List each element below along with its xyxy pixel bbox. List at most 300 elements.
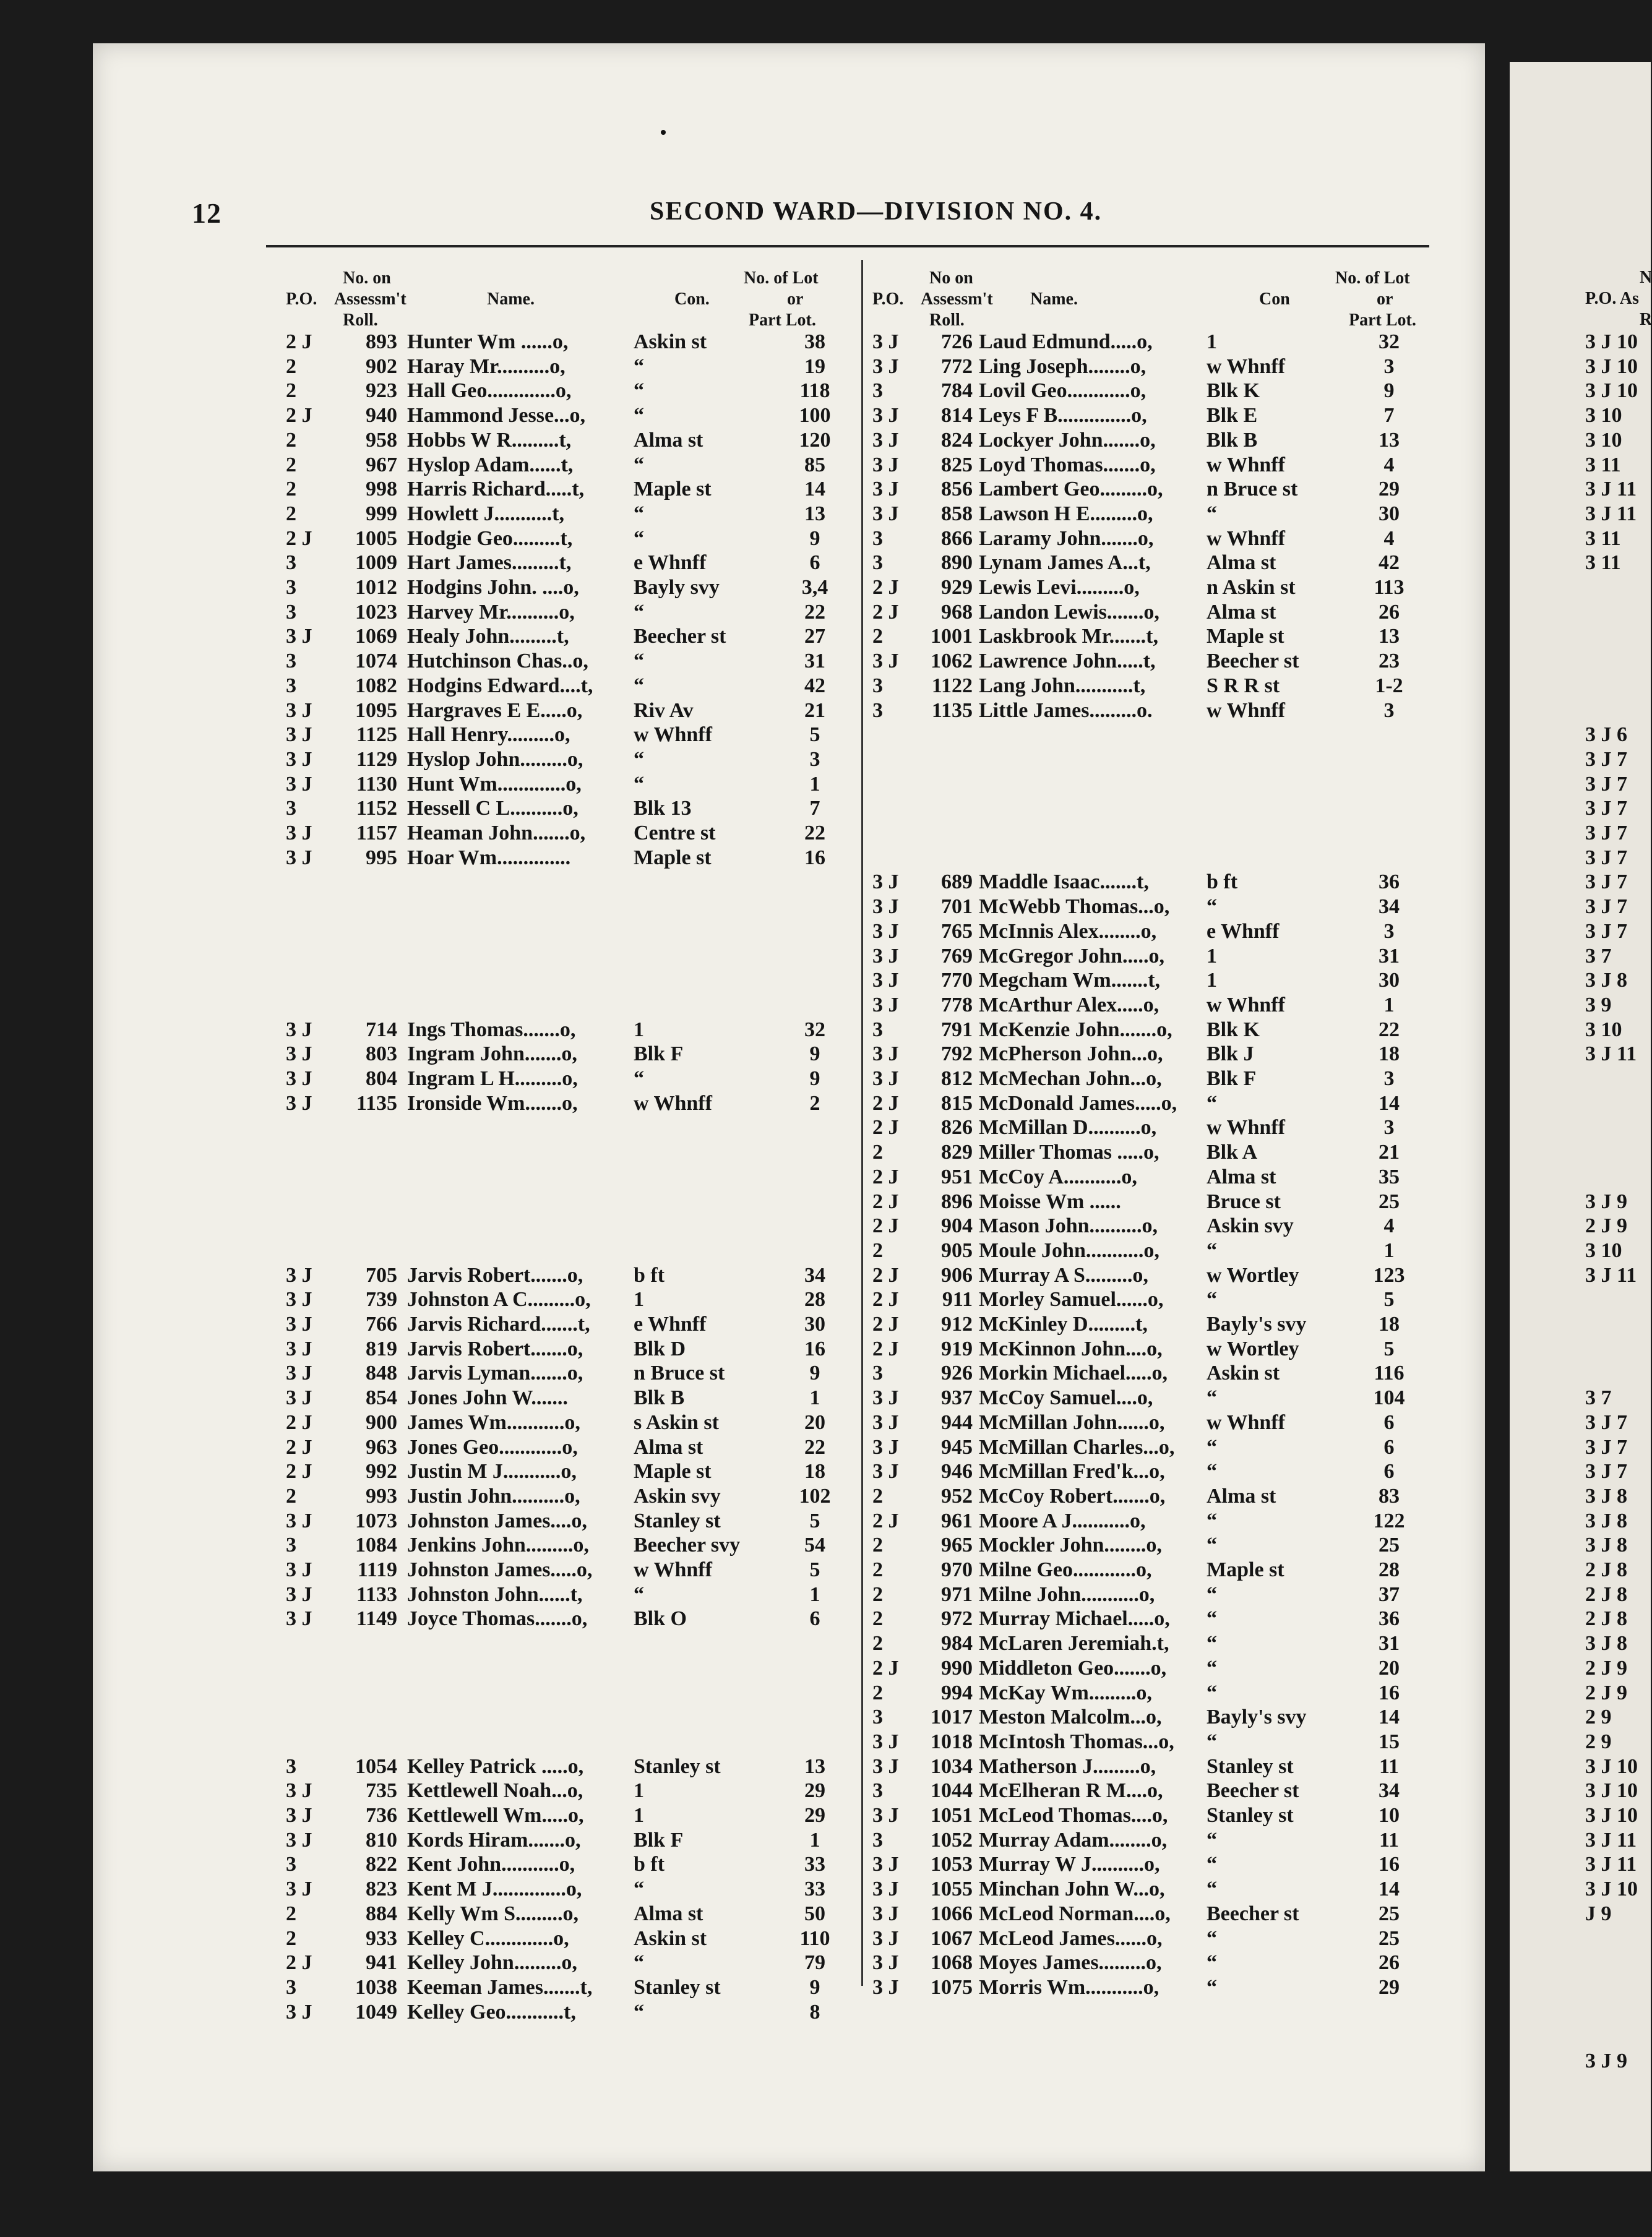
- directory-entry: [872, 354, 1435, 379]
- directory-entry: [872, 1361, 1435, 1386]
- entry-roll: 1122: [931, 674, 973, 697]
- entry-roll: 1068: [931, 1951, 973, 1975]
- entry-po: 3 J: [286, 1509, 312, 1532]
- next-page-entry: 3 11: [1585, 453, 1621, 476]
- entry-po: 2: [286, 428, 296, 452]
- entry-con: “: [1207, 1288, 1217, 1312]
- entry-roll: 812: [941, 1067, 973, 1090]
- entry-roll: 791: [941, 1018, 973, 1041]
- next-page-entry: 3 J 11: [1585, 478, 1637, 501]
- entry-lot: 120: [799, 428, 831, 452]
- directory-entry: [286, 1803, 855, 1828]
- directory-entry: [872, 1091, 1435, 1116]
- entry-con: Askin svy: [1207, 1214, 1294, 1238]
- entry-roll: 810: [366, 1828, 397, 1852]
- entry-lot: 5: [1383, 1288, 1395, 1312]
- entry-po: 3 J: [286, 1042, 312, 1066]
- entry-roll: 963: [366, 1435, 397, 1459]
- entry-lot: 6: [1383, 1410, 1395, 1434]
- entry-lot: 9: [809, 1362, 820, 1385]
- entry-lot: 30: [1379, 969, 1400, 992]
- entry-roll: 1075: [931, 1975, 973, 1999]
- entry-roll: 926: [941, 1362, 973, 1385]
- directory-entry: [286, 1852, 855, 1877]
- entry-con: Maple st: [634, 1460, 712, 1483]
- directory-entry: [872, 698, 1435, 723]
- entry-lot: 42: [1379, 551, 1400, 575]
- entry-roll: 1135: [931, 698, 973, 722]
- entry-lot: 85: [804, 453, 825, 476]
- page-title: SECOND WARD—DIVISION NO. 4.: [650, 197, 1103, 226]
- entry-name: Hodgins Edward....t,: [407, 674, 593, 697]
- entry-name: McIntosh Thomas...o,: [979, 1730, 1174, 1753]
- entry-name: McKinnon John....o,: [979, 1337, 1163, 1360]
- entry-po: 3 J: [286, 1828, 312, 1852]
- entry-roll: 1084: [355, 1534, 397, 1557]
- entry-lot: 9: [809, 526, 820, 550]
- entry-po: 3 J: [872, 1386, 899, 1410]
- entry-po: 2 J: [872, 600, 899, 624]
- entry-lot: 1: [809, 1828, 820, 1852]
- entry-name: Morkin Michael.....o,: [979, 1362, 1168, 1385]
- directory-entry: [872, 968, 1435, 993]
- entry-po: 3 J: [286, 1362, 312, 1385]
- entry-po: 2: [286, 1902, 296, 1925]
- entry-po: 2: [872, 1239, 883, 1262]
- entry-roll: 739: [366, 1288, 397, 1312]
- entry-roll: 998: [366, 478, 397, 501]
- directory-entry: [286, 1975, 855, 2000]
- entry-con: Beecher st: [1207, 1902, 1299, 1925]
- entry-name: Johnston James....o,: [407, 1509, 587, 1532]
- entry-roll: 952: [941, 1484, 973, 1508]
- entry-name: McKay Wm.........o,: [979, 1681, 1152, 1704]
- entry-name: McMillan Fred'k...o,: [979, 1460, 1165, 1483]
- header-con: Con: [1259, 290, 1290, 309]
- entry-lot: 31: [804, 650, 825, 673]
- header-lot: No. of Lot: [744, 268, 819, 288]
- entry-name: McArthur Alex.....o,: [979, 993, 1159, 1016]
- directory-entry: [872, 1779, 1435, 1803]
- next-page-entry: 3 9: [1585, 993, 1612, 1016]
- directory-entry: [286, 477, 855, 502]
- next-page-entry: 3 J 11: [1585, 1263, 1637, 1287]
- entry-roll: 784: [941, 379, 973, 403]
- entry-roll: 992: [366, 1460, 397, 1483]
- entry-name: Ling Joseph........o,: [979, 354, 1147, 378]
- entry-lot: 25: [1379, 1534, 1400, 1557]
- entry-con: b ft: [1207, 870, 1238, 894]
- entry-po: 2 J: [286, 1460, 312, 1483]
- entry-name: Healy John.........t,: [407, 625, 569, 648]
- entry-roll: 1133: [356, 1582, 397, 1606]
- entry-con: 1: [634, 1288, 644, 1312]
- entry-po: 2: [872, 1484, 883, 1508]
- directory-entry: [286, 649, 855, 674]
- entry-lot: 28: [804, 1288, 825, 1312]
- entry-lot: 42: [804, 674, 825, 697]
- entry-po: 3: [872, 551, 883, 575]
- entry-con: w Whnff: [1207, 993, 1285, 1016]
- directory-entry: [872, 453, 1435, 478]
- entry-po: 3 J: [872, 969, 899, 992]
- next-page-entry: 3 J 7: [1585, 846, 1627, 869]
- entry-name: McMillan D..........o,: [979, 1116, 1157, 1140]
- header-assessmt: Assessm't: [334, 290, 407, 309]
- entry-lot: 13: [804, 1754, 825, 1778]
- entry-name: Jones John W.......: [407, 1386, 568, 1410]
- entry-po: 2: [286, 354, 296, 378]
- directory-entry: [872, 1902, 1435, 1926]
- entry-con: Blk B: [634, 1386, 685, 1410]
- entry-name: Little James.........o.: [979, 698, 1153, 722]
- entry-name: Kelley C.............o,: [407, 1926, 569, 1950]
- directory-entry: [872, 1754, 1435, 1779]
- entry-name: Hoar Wm..............: [407, 846, 571, 869]
- directory-entry: [286, 674, 855, 698]
- entry-name: Justin M J...........o,: [407, 1460, 577, 1483]
- entry-roll: 961: [941, 1509, 973, 1532]
- entry-po: 3 J: [872, 993, 899, 1016]
- entry-po: 3 J: [872, 1730, 899, 1753]
- entry-lot: 123: [1373, 1263, 1405, 1287]
- next-page-entry: 3 J 10: [1585, 1804, 1638, 1827]
- entry-po: 3 J: [286, 1337, 312, 1360]
- entry-po: 3 J: [286, 1804, 312, 1827]
- entry-name: Hobbs W R.........t,: [407, 428, 572, 452]
- entry-lot: 25: [1379, 1926, 1400, 1950]
- entry-con: 1: [634, 1779, 644, 1803]
- directory-entry: [872, 1730, 1435, 1754]
- entry-name: Kelly Wm S.........o,: [407, 1902, 579, 1925]
- entry-roll: 792: [941, 1042, 973, 1066]
- entry-roll: 919: [941, 1337, 973, 1360]
- entry-con: 1: [634, 1804, 644, 1827]
- next-page-entry: 3 J 10: [1585, 379, 1638, 403]
- entry-po: 3: [286, 650, 296, 673]
- header-assessmt: Assessm't: [921, 290, 993, 309]
- directory-entry: [286, 354, 855, 379]
- directory-entry: [872, 600, 1435, 625]
- entry-name: Jarvis Richard.......t,: [407, 1313, 590, 1336]
- directory-entry: [872, 1975, 1435, 2000]
- entry-roll: 1135: [356, 1091, 397, 1115]
- entry-roll: 972: [941, 1607, 973, 1631]
- entry-po: 2 J: [872, 576, 899, 599]
- entry-name: Landon Lewis.......o,: [979, 600, 1159, 624]
- entry-con: Askin st: [634, 330, 707, 353]
- entry-po: 3 J: [872, 1951, 899, 1975]
- right-column-header: [872, 263, 1435, 328]
- entry-roll: 814: [941, 404, 973, 427]
- next-page-entry: 3 J 7: [1585, 772, 1627, 796]
- entry-con: Blk B: [1207, 428, 1258, 452]
- entry-con: Beecher svy: [634, 1534, 741, 1557]
- entry-lot: 7: [809, 797, 820, 820]
- directory-entry: [872, 1386, 1435, 1410]
- entry-lot: 8: [809, 2000, 820, 2024]
- next-page-entry: 3 J 10: [1585, 354, 1638, 378]
- entry-con: Blk D: [634, 1337, 686, 1360]
- entry-lot: 9: [1383, 379, 1395, 403]
- entry-po: 3 J: [872, 1853, 899, 1876]
- directory-entry: [286, 428, 855, 453]
- entry-roll: 823: [366, 1878, 397, 1901]
- next-page-entry: 3 J 8: [1585, 969, 1627, 992]
- entry-name: Miller Thomas .....o,: [979, 1141, 1159, 1164]
- entry-con: “: [634, 1067, 644, 1090]
- entry-name: Murray W J..........o,: [979, 1853, 1160, 1876]
- entry-con: “: [634, 747, 644, 771]
- entry-roll: 968: [941, 600, 973, 624]
- entry-lot: 3: [1383, 354, 1395, 378]
- entry-po: 3 J: [286, 723, 312, 747]
- entry-po: 3 J: [286, 2000, 312, 2024]
- entry-roll: 958: [366, 428, 397, 452]
- entry-po: 3 J: [872, 650, 899, 673]
- entry-con: Alma st: [1207, 551, 1276, 575]
- directory-entry: [872, 1410, 1435, 1435]
- entry-con: “: [634, 772, 644, 796]
- entry-roll: 1054: [355, 1754, 397, 1778]
- entry-con: Stanley st: [1207, 1804, 1294, 1827]
- entry-name: McCoy A...........o,: [979, 1165, 1137, 1188]
- entry-name: Joyce Thomas.......o,: [407, 1607, 588, 1631]
- entry-roll: 1052: [931, 1828, 973, 1852]
- entry-con: “: [1207, 1534, 1217, 1557]
- entry-lot: 27: [804, 625, 825, 648]
- entry-con: Maple st: [634, 846, 712, 869]
- entry-name: Leys F B..............o,: [979, 404, 1147, 427]
- directory-entry: [872, 1607, 1435, 1631]
- entry-con: “: [1207, 1386, 1217, 1410]
- entry-con: Askin svy: [634, 1484, 721, 1508]
- entry-con: Blk F: [634, 1828, 684, 1852]
- directory-entry: [872, 1067, 1435, 1091]
- entry-con: Askin st: [1207, 1362, 1280, 1385]
- entry-name: Minchan John W...o,: [979, 1878, 1165, 1901]
- directory-entry: [286, 1287, 855, 1312]
- entry-lot: 6: [1383, 1460, 1395, 1483]
- entry-con: Askin st: [634, 1926, 707, 1950]
- entry-con: w Whnff: [634, 1091, 712, 1115]
- entry-po: 3 J: [872, 502, 899, 525]
- entry-roll: 765: [941, 919, 973, 943]
- directory-entry: [286, 575, 855, 600]
- entry-lot: 116: [1374, 1362, 1405, 1385]
- entry-roll: 736: [366, 1804, 397, 1827]
- entry-name: Hodgie Geo.........t,: [407, 526, 573, 550]
- entry-roll: 866: [941, 526, 973, 550]
- entry-name: McLaren Jeremiah.t,: [979, 1632, 1169, 1655]
- entry-name: Kelley John.........o,: [407, 1951, 577, 1975]
- directory-entry: [286, 1558, 855, 1582]
- entry-con: “: [1207, 1730, 1217, 1753]
- entry-roll: 689: [941, 870, 973, 894]
- header-roll: Roll.: [929, 311, 965, 330]
- next-page-entry: 3 J 8: [1585, 1632, 1627, 1655]
- entry-name: Hyslop John.........o,: [407, 747, 583, 771]
- directory-entry: [872, 1239, 1435, 1263]
- entry-lot: 19: [804, 354, 825, 378]
- entry-con: “: [1207, 1878, 1217, 1901]
- entry-con: Bayly svy: [634, 576, 720, 599]
- entry-name: Murray Michael.....o,: [979, 1607, 1170, 1631]
- entry-po: 3: [286, 576, 296, 599]
- entry-con: Stanley st: [634, 1975, 721, 1999]
- entry-po: 3 J: [286, 1607, 312, 1631]
- entry-con: “: [634, 502, 644, 525]
- directory-entry: [872, 919, 1435, 944]
- entry-po: 3: [286, 600, 296, 624]
- entry-name: Lynam James A...t,: [979, 551, 1151, 575]
- entry-roll: 701: [941, 895, 973, 919]
- entry-roll: 1053: [931, 1853, 973, 1876]
- next-page-entry: 2 J 8: [1585, 1607, 1627, 1631]
- entry-lot: 22: [1379, 1018, 1400, 1041]
- entry-roll: 965: [941, 1534, 973, 1557]
- entry-po: 2 J: [872, 1288, 899, 1312]
- directory-entry: [286, 1018, 855, 1042]
- entry-roll: 945: [941, 1435, 973, 1459]
- directory-entry: [872, 1263, 1435, 1288]
- entry-con: Blk F: [634, 1042, 684, 1066]
- entry-roll: 1069: [355, 625, 397, 648]
- directory-entry: [872, 1484, 1435, 1509]
- entry-po: 3 J: [286, 1582, 312, 1606]
- entry-roll: 902: [366, 354, 397, 378]
- entry-roll: 803: [366, 1042, 397, 1066]
- header-con: Con.: [674, 290, 710, 309]
- directory-entry: [286, 403, 855, 428]
- entry-con: 1: [1207, 969, 1217, 992]
- entry-name: Johnston James.....o,: [407, 1558, 593, 1581]
- directory-entry: [872, 1165, 1435, 1190]
- next-page-entry: 3 J 11: [1585, 502, 1637, 525]
- entry-po: 2: [872, 625, 883, 648]
- entry-lot: 9: [809, 1067, 820, 1090]
- entry-roll: 1017: [931, 1706, 973, 1729]
- directory-entry: [872, 1558, 1435, 1582]
- next-page-entry: 3 J 9: [1585, 1190, 1627, 1213]
- entry-po: 2 J: [286, 1435, 312, 1459]
- entry-roll: 1038: [355, 1975, 397, 1999]
- right-column: [872, 263, 1435, 1999]
- directory-entry: [286, 1754, 855, 1779]
- entry-lot: 6: [809, 1607, 820, 1631]
- directory-entry: [286, 1509, 855, 1534]
- entry-name: Morris Wm...........o,: [979, 1975, 1159, 1999]
- entry-po: 3 J: [286, 1779, 312, 1803]
- entry-con: “: [634, 650, 644, 673]
- left-column: [286, 263, 855, 2024]
- entry-po: 3: [286, 797, 296, 820]
- entry-con: Alma st: [1207, 600, 1276, 624]
- entry-name: McElheran R M....o,: [979, 1779, 1163, 1803]
- entry-con: “: [634, 674, 644, 697]
- entry-po: 3 J: [872, 1042, 899, 1066]
- header-lot: No. of Lot: [1335, 268, 1410, 288]
- entry-lot: 1: [809, 772, 820, 796]
- entry-lot: 29: [1379, 478, 1400, 501]
- entry-lot: 30: [804, 1313, 825, 1336]
- entry-con: 1: [1207, 330, 1217, 353]
- entry-lot: 1: [809, 1582, 820, 1606]
- entry-po: 3 J: [872, 1926, 899, 1950]
- entry-lot: 22: [804, 822, 825, 844]
- entry-po: 3 J: [286, 1878, 312, 1901]
- entry-lot: 18: [1379, 1313, 1400, 1336]
- entry-lot: 23: [1379, 650, 1400, 673]
- entry-name: McInnis Alex........o,: [979, 919, 1157, 943]
- entry-lot: 1: [1383, 993, 1395, 1016]
- entry-con: w Whnff: [634, 1558, 712, 1581]
- entry-po: 2 J: [872, 1190, 899, 1213]
- entry-lot: 34: [804, 1263, 825, 1287]
- entry-con: Bruce st: [1207, 1190, 1281, 1213]
- directory-entry: [286, 526, 855, 551]
- next-page-entry: 3 J 8: [1585, 1534, 1627, 1557]
- directory-entry: [872, 330, 1435, 354]
- entry-roll: 1082: [355, 674, 397, 697]
- entry-lot: 36: [1379, 870, 1400, 894]
- directory-entry: [872, 1115, 1435, 1140]
- entry-name: Ironside Wm.......o,: [407, 1091, 578, 1115]
- directory-entry: [286, 1877, 855, 1902]
- entry-con: Blk 13: [634, 797, 692, 820]
- entry-roll: 1044: [931, 1779, 973, 1803]
- entry-po: 3 J: [872, 428, 899, 452]
- entry-con: 1: [1207, 944, 1217, 968]
- entry-lot: 100: [799, 404, 831, 427]
- directory-entry: [872, 1951, 1435, 1975]
- entry-lot: 110: [799, 1926, 830, 1950]
- entry-roll: 858: [941, 502, 973, 525]
- entry-lot: 13: [1379, 625, 1400, 648]
- next-page-entry: 3 J 10: [1585, 1754, 1638, 1778]
- next-page-entry: 3 10: [1585, 1018, 1622, 1041]
- entry-lot: 122: [1373, 1509, 1405, 1532]
- entry-po: 2: [286, 1484, 296, 1508]
- entry-con: 1: [634, 1018, 644, 1041]
- entry-con: “: [1207, 1656, 1217, 1680]
- entry-po: 3 J: [872, 1804, 899, 1827]
- next-page-entry: 3 J 11: [1585, 1042, 1637, 1066]
- entry-po: 3 J: [286, 1091, 312, 1115]
- directory-entry: [872, 1926, 1435, 1951]
- entry-po: 2 J: [872, 1337, 899, 1360]
- entry-roll: 1095: [355, 698, 397, 722]
- entry-name: Kelley Patrick .....o,: [407, 1754, 584, 1778]
- entry-po: 3: [872, 1828, 883, 1852]
- header-po: P.O.: [286, 290, 317, 309]
- next-page-entry: 2 J 8: [1585, 1558, 1627, 1581]
- entry-roll: 944: [941, 1410, 973, 1434]
- entry-name: Milne John...........o,: [979, 1582, 1155, 1606]
- entry-roll: 896: [941, 1190, 973, 1213]
- entry-name: Howlett J...........t,: [407, 502, 565, 525]
- entry-po: 2: [872, 1534, 883, 1557]
- entry-lot: 3: [1383, 1116, 1395, 1140]
- directory-entry: [286, 1926, 855, 1951]
- entry-po: 3: [872, 526, 883, 550]
- entry-roll: 929: [941, 576, 973, 599]
- entry-roll: 940: [366, 404, 397, 427]
- entry-lot: 22: [804, 600, 825, 624]
- entry-name: Mockler John........o,: [979, 1534, 1162, 1557]
- entry-roll: 726: [941, 330, 973, 353]
- directory-entry: [872, 575, 1435, 600]
